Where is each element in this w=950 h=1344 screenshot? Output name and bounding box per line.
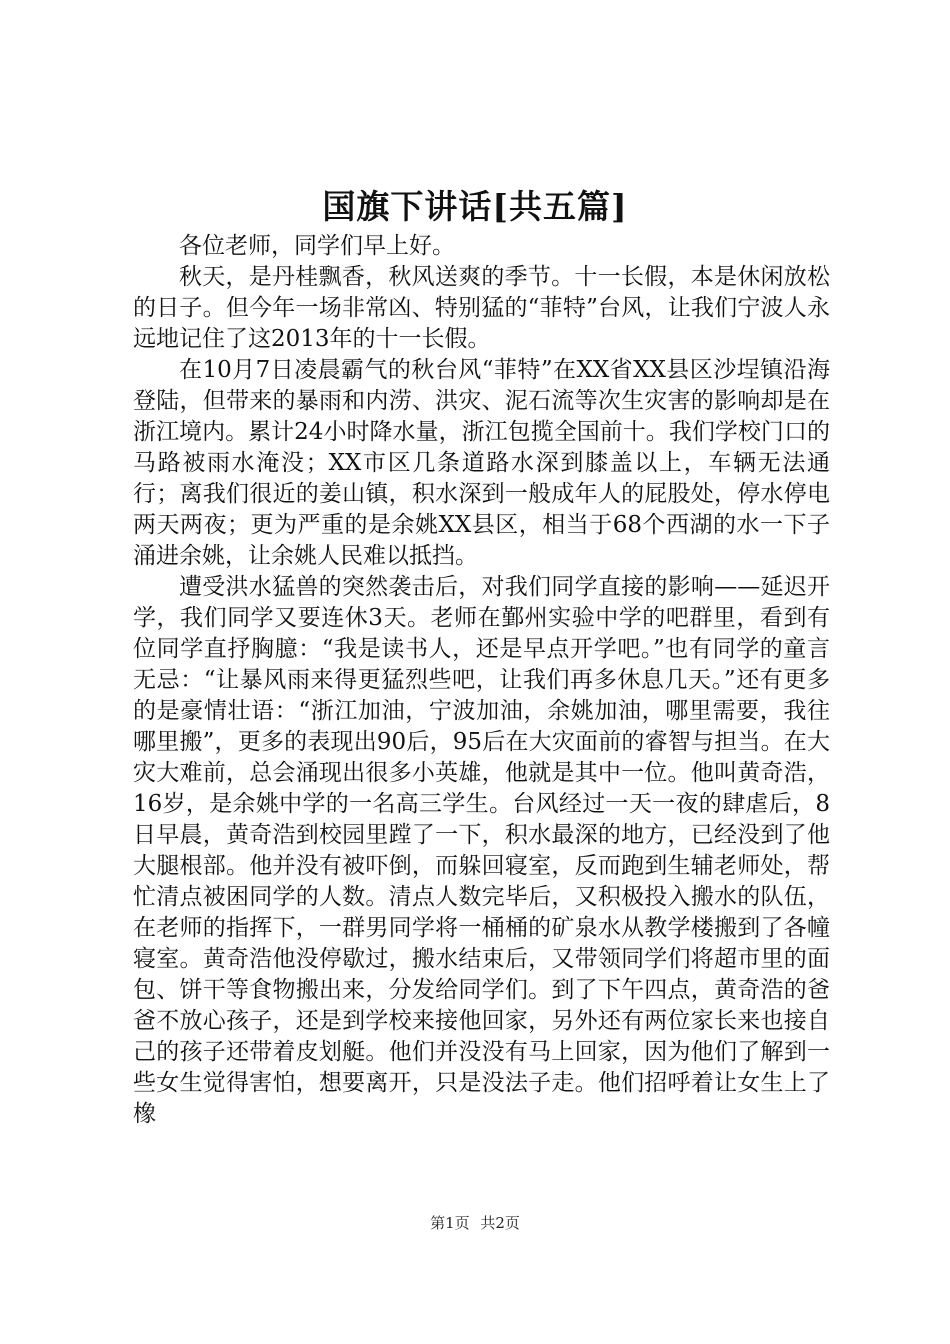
paragraph-greeting: 各位老师，同学们早上好。: [179, 233, 455, 259]
document-body: [133, 231, 830, 1130]
paragraph: 秋天，是丹桂飘香，秋风送爽的季节。十一长假，本是休闲放松的日子。但今年一场非常凶、特别猛的“菲特”台风，让我们宁波人永远地记住了这2013年的十一长假。: [133, 264, 830, 352]
page-number: 第1页: [430, 1214, 470, 1232]
paragraph: 遭受洪水猛兽的突然袭击后，对我们同学直接的影响——延迟开学，我们同学又要连休3天。老师在鄞州实验中学的吧群里，看到有位同学直抒胸臆：“我是读书人，还是早点开学吧。”也有同学的童言无忌：“让暴风雨来得更猛烈些吧，让我们再多休息几天。”还有更多的是豪情壮语：“浙江加油，宁波加油，余姚加油，哪里需要，我往哪里搬”，更多的表现出90后，95后在大灾面前的睿智与担当。在大灾大难前，总会涌现出很多小英雄，他就是其中一位。他叫黄奇浩，16岁，是余姚中学的一名高三学生。台风经过一天一夜的肆虐后，8日早晨，黄奇浩到校园里蹚了一下，积水最深的地方，已经没到了他大腿根部。他并没有被吓倒，而躲回寝室，反而跑到生辅老师处，帮忙清点被困同学的人数。清点人数完毕后，又积极投入搬水的队伍，在老师的指挥下，一群男同学将一桶桶的矿泉水从教学楼搬到了各幢寝室。黄奇浩他没停歇过，搬水结束后，又带领同学们将超市里的面包、饼干等食物搬出来，分发给同学们。到了下午四点，黄奇浩的爸爸不放心孩子，还是到学校来接他回家，另外还有两位家长来也接自己的孩子还带着皮划艇。他们并没没有马上回家，因为他们了解到一些女生觉得害怕，想要离开，只是没法子走。他们招呼着让女生上了橡: [133, 574, 830, 1127]
paragraph: 在10月7日凌晨霸气的秋台风“菲特”在XX省XX县区沙埕镇沿海登陆，但带来的暴雨和内涝、洪灾、泥石流等次生灾害的影响却是在浙江境内。累计24小时降水量，浙江包揽全国前十。我们学校门口的马路被雨水淹没；XX市区几条道路水深到膝盖以上，车辆无法通行；离我们很近的姜山镇，积水深到一般成年人的屁股处，停水停电两天两夜；更为严重的是余姚XX县区，相当于68个西湖的水一下子涌进余姚，让余姚人民难以抵挡。: [133, 357, 830, 569]
document-title: 国旗下讲话[共五篇]: [322, 187, 628, 226]
page-footer: [0, 1213, 950, 1233]
page-total: 共2页: [480, 1214, 520, 1232]
